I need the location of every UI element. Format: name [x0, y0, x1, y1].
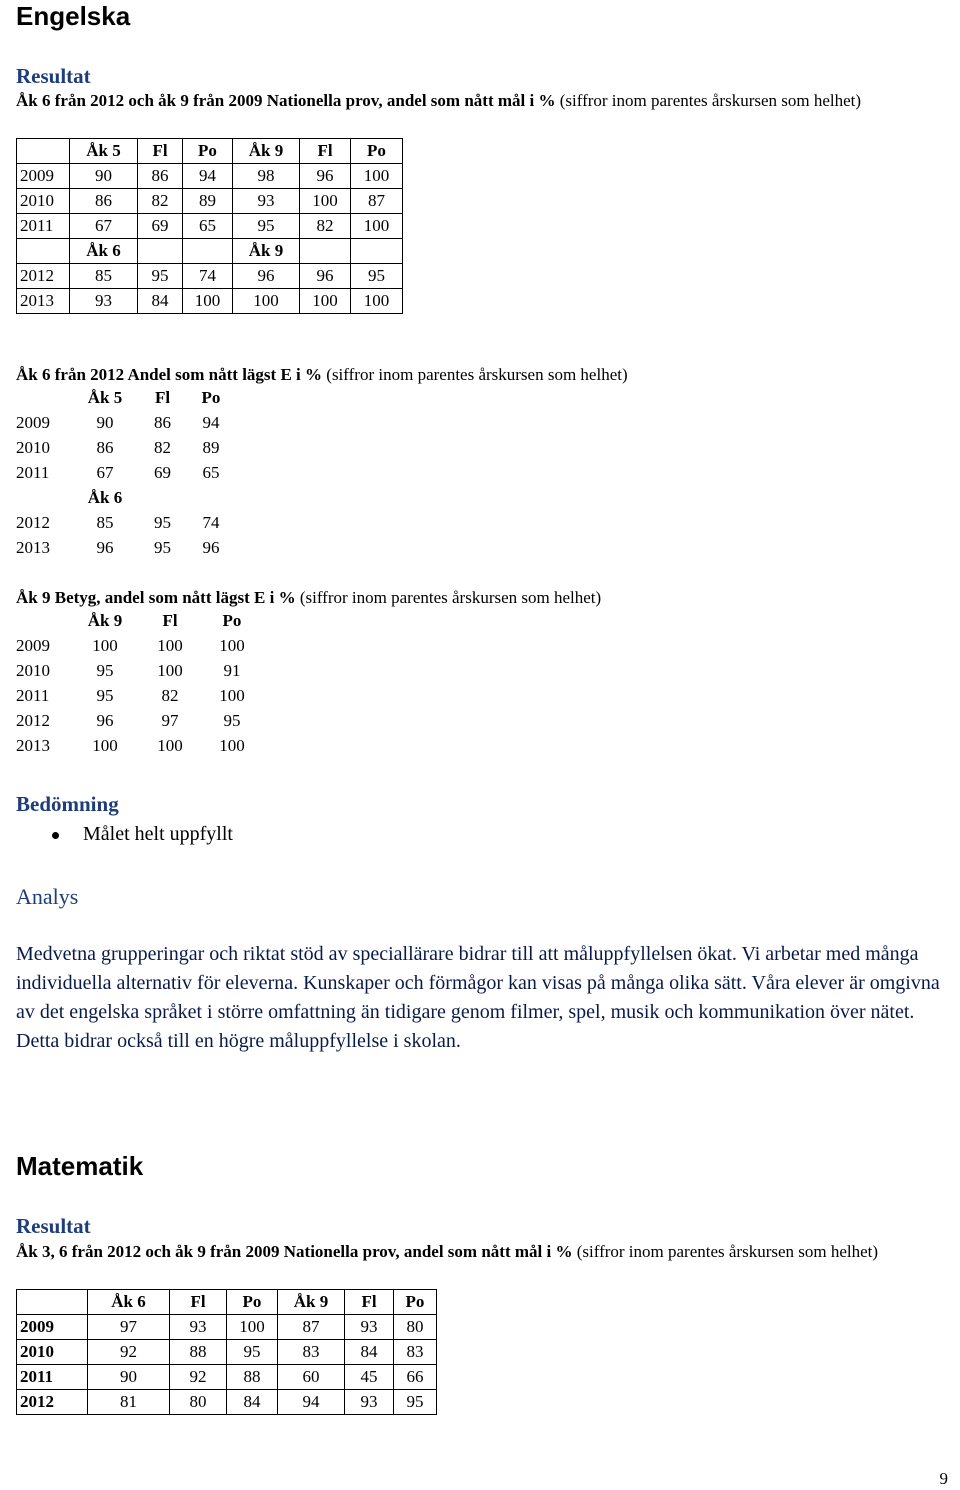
table-cell: 80	[170, 1390, 227, 1415]
year-cell: 2009	[16, 636, 50, 655]
table-cell: 100	[92, 736, 118, 755]
table-cell: 93	[233, 189, 300, 214]
table-row	[16, 658, 263, 683]
caption-rest: (siffror inom parentes årskursen som helhet)	[555, 91, 862, 110]
header-cell	[139, 485, 186, 510]
year-cell: 2011	[17, 214, 70, 239]
table-cell: 67	[96, 463, 114, 482]
header-cell: Po	[227, 1290, 278, 1315]
table-cell: 82	[161, 686, 179, 705]
table-cell: 83	[394, 1340, 437, 1365]
table-cell: 96	[96, 538, 114, 557]
table-cell: 93	[345, 1315, 394, 1340]
table-row	[16, 733, 263, 758]
table-cell: 96	[202, 538, 220, 557]
table-header-row	[16, 608, 263, 633]
header-cell: Po	[351, 139, 403, 164]
header-cell	[183, 239, 233, 264]
table-header-row	[17, 1290, 437, 1315]
table3-caption	[16, 586, 946, 610]
table-cell: 100	[92, 636, 118, 655]
year-cell: 2012	[16, 513, 50, 532]
table-cell: 90	[70, 164, 138, 189]
header-cell: Åk 6	[87, 488, 123, 507]
table-cell: 85	[96, 513, 114, 532]
header-cell	[138, 239, 183, 264]
header-cell: Åk 9	[233, 139, 300, 164]
table-cell: 100	[157, 661, 183, 680]
table-row	[17, 189, 403, 214]
table-header-row	[17, 139, 403, 164]
year-cell	[16, 385, 71, 410]
header-cell: Fl	[138, 139, 183, 164]
english-results-table	[16, 138, 403, 314]
header-cell: Po	[183, 139, 233, 164]
table-cell: 95	[394, 1390, 437, 1415]
header-cell: Fl	[154, 388, 171, 407]
year-cell: 2011	[16, 686, 50, 705]
table-cell: 93	[345, 1390, 394, 1415]
table-cell: 100	[157, 736, 183, 755]
table-cell: 84	[138, 289, 183, 314]
table-cell: 94	[202, 413, 220, 432]
header-cell: Åk 6	[70, 239, 138, 264]
table-cell: 95	[138, 264, 183, 289]
table-cell: 74	[183, 264, 233, 289]
table-cell: 66	[394, 1365, 437, 1390]
caption-bold: Åk 6 från 2012 Andel som nått lägst E i %	[16, 365, 323, 384]
table-cell: 96	[96, 711, 114, 730]
caption-bold: Åk 3, 6 från 2012 och åk 9 från 2009 Nationella prov, andel som nått mål i %	[16, 1242, 573, 1261]
table-cell: 100	[300, 189, 351, 214]
table1-caption	[16, 89, 946, 113]
table-cell: 100	[233, 289, 300, 314]
header-cell: Po	[201, 388, 221, 407]
header-cell: Åk 9	[278, 1290, 345, 1315]
section-title-matematik: Matematik	[16, 1151, 144, 1181]
header-cell: Po	[222, 611, 242, 630]
table-cell: 95	[96, 686, 114, 705]
table-cell: 45	[345, 1365, 394, 1390]
table-cell: 82	[138, 189, 183, 214]
resultat-heading: Resultat	[16, 64, 91, 88]
caption-rest: (siffror inom parentes årskursen som helhet)	[322, 365, 628, 384]
table-cell: 90	[88, 1365, 170, 1390]
table-cell: 84	[227, 1390, 278, 1415]
year-cell: 2012	[17, 264, 70, 289]
table-cell: 93	[170, 1315, 227, 1340]
table-cell: 86	[96, 438, 114, 457]
table-cell: 94	[183, 164, 233, 189]
table-cell: 92	[170, 1365, 227, 1390]
header-cell: Åk 9	[233, 239, 300, 264]
header-cell: Po	[394, 1290, 437, 1315]
table-cell: 87	[351, 189, 403, 214]
table-row	[17, 1365, 437, 1390]
table-cell: 97	[88, 1315, 170, 1340]
table-cell: 90	[96, 413, 114, 432]
header-cell: Fl	[345, 1290, 394, 1315]
table-cell: 100	[183, 289, 233, 314]
year-cell	[17, 1290, 88, 1315]
table-row	[16, 510, 236, 535]
table-row	[16, 708, 263, 733]
table-cell: 86	[154, 413, 171, 432]
year-cell: 2011	[16, 463, 50, 482]
year-cell: 2010	[16, 438, 50, 457]
table-row	[17, 289, 403, 314]
table-cell: 82	[300, 214, 351, 239]
table-cell: 97	[161, 711, 179, 730]
table-row	[17, 1390, 437, 1415]
caption-rest: (siffror inom parentes årskursen som helhet)	[295, 588, 602, 607]
year-cell	[16, 608, 71, 633]
table-cell: 96	[233, 264, 300, 289]
year-cell: 2009	[17, 1315, 88, 1340]
english-grade-e-table-ak9	[16, 608, 263, 758]
table-cell: 60	[278, 1365, 345, 1390]
year-cell: 2013	[16, 736, 50, 755]
table-row	[17, 214, 403, 239]
table-cell: 100	[351, 164, 403, 189]
table-header-row	[16, 485, 236, 510]
year-cell: 2012	[17, 1390, 88, 1415]
assessment-bullet	[52, 821, 233, 847]
section-title-engelska: Engelska	[16, 1, 131, 31]
table-cell: 95	[96, 661, 114, 680]
table-row	[16, 535, 236, 560]
year-cell: 2009	[17, 164, 70, 189]
year-cell: 2013	[17, 289, 70, 314]
table-cell: 82	[154, 438, 171, 457]
table-cell: 98	[233, 164, 300, 189]
table-cell: 83	[278, 1340, 345, 1365]
year-cell: 2012	[16, 711, 50, 730]
year-cell: 2010	[16, 661, 50, 680]
header-cell: Fl	[162, 611, 178, 630]
table-cell: 69	[154, 463, 171, 482]
table-cell: 100	[227, 1315, 278, 1340]
table-cell: 91	[223, 661, 241, 680]
table-cell: 93	[70, 289, 138, 314]
table-cell: 65	[202, 463, 220, 482]
table-cell: 80	[394, 1315, 437, 1340]
table-cell: 96	[300, 164, 351, 189]
table2-caption	[16, 363, 946, 387]
table-cell: 100	[219, 686, 245, 705]
year-cell: 2010	[17, 1340, 88, 1365]
header-cell: Fl	[300, 139, 351, 164]
table-row	[16, 460, 236, 485]
header-cell: Åk 9	[87, 611, 123, 630]
table-cell: 95	[154, 538, 171, 557]
year-cell: 2010	[17, 189, 70, 214]
table-row	[17, 264, 403, 289]
table-row	[16, 410, 236, 435]
header-cell: Åk 6	[88, 1290, 170, 1315]
header-cell	[186, 485, 236, 510]
table-cell: 69	[138, 214, 183, 239]
page-number: 9	[939, 1469, 948, 1488]
header-cell	[300, 239, 351, 264]
table-cell: 65	[183, 214, 233, 239]
year-cell: 2009	[16, 413, 50, 432]
table-cell: 81	[88, 1390, 170, 1415]
table-cell: 95	[351, 264, 403, 289]
year-cell: 2013	[16, 538, 50, 557]
table-cell: 100	[219, 636, 245, 655]
table-header-row	[17, 239, 403, 264]
year-cell	[16, 485, 71, 510]
table-row	[16, 683, 263, 708]
table-cell: 95	[154, 513, 171, 532]
table-cell: 100	[219, 736, 245, 755]
table-cell: 92	[88, 1340, 170, 1365]
table-row	[17, 1315, 437, 1340]
table-cell: 88	[227, 1365, 278, 1390]
table-cell: 89	[183, 189, 233, 214]
table-cell: 86	[70, 189, 138, 214]
table-cell: 100	[157, 636, 183, 655]
table-cell: 84	[345, 1340, 394, 1365]
header-cell: Åk 5	[70, 139, 138, 164]
caption-rest: (siffror inom parentes årskursen som helhet)	[572, 1242, 879, 1261]
table-cell: 86	[138, 164, 183, 189]
bedomning-heading: Bedömning	[16, 792, 119, 816]
table-cell: 100	[300, 289, 351, 314]
table-cell: 94	[278, 1390, 345, 1415]
table-cell: 88	[170, 1340, 227, 1365]
table-header-row	[16, 385, 236, 410]
table-row	[16, 633, 263, 658]
math-table-caption	[16, 1240, 916, 1264]
table-row	[17, 1340, 437, 1365]
table-cell: 67	[70, 214, 138, 239]
table-row	[16, 435, 236, 460]
bullet-icon	[52, 832, 59, 839]
table-cell: 85	[70, 264, 138, 289]
table-cell: 100	[351, 289, 403, 314]
table-cell: 89	[202, 438, 220, 457]
table-cell: 87	[278, 1315, 345, 1340]
year-cell	[17, 139, 70, 164]
header-cell	[351, 239, 403, 264]
table-cell: 95	[227, 1340, 278, 1365]
header-cell: Åk 5	[87, 388, 123, 407]
caption-bold: Åk 9 Betyg, andel som nått lägst E i %	[16, 588, 296, 607]
table-cell: 95	[233, 214, 300, 239]
table-cell: 100	[351, 214, 403, 239]
year-cell: 2011	[17, 1365, 88, 1390]
table-cell: 95	[223, 711, 241, 730]
table-cell: 74	[202, 513, 220, 532]
resultat-heading: Resultat	[16, 1214, 91, 1238]
analysis-paragraph: Medvetna grupperingar och riktat stöd av speciallärare bidrar till att måluppfyllelsen ökat. Vi arbetar med många individuella alternativ för eleverna. Kunskaper och förmågor kan visas på många olika sätt. Våra elever är omgivna av det engelska språket i större omfattning än tidigare genom filmer, spel, musik och kommunikation över nätet. Detta bidrar också till en högre måluppfyllelse i skolan.	[16, 943, 940, 1052]
analys-heading: Analys	[16, 884, 79, 909]
bullet-text: Målet helt uppfyllt	[83, 823, 233, 845]
caption-bold: Åk 6 från 2012 och åk 9 från 2009 Nationella prov, andel som nått mål i %	[16, 91, 556, 110]
english-grade-e-table-ak6	[16, 385, 236, 560]
table-row	[17, 164, 403, 189]
year-cell	[17, 239, 70, 264]
math-results-table	[16, 1289, 437, 1415]
header-cell: Fl	[170, 1290, 227, 1315]
table-cell: 96	[300, 264, 351, 289]
